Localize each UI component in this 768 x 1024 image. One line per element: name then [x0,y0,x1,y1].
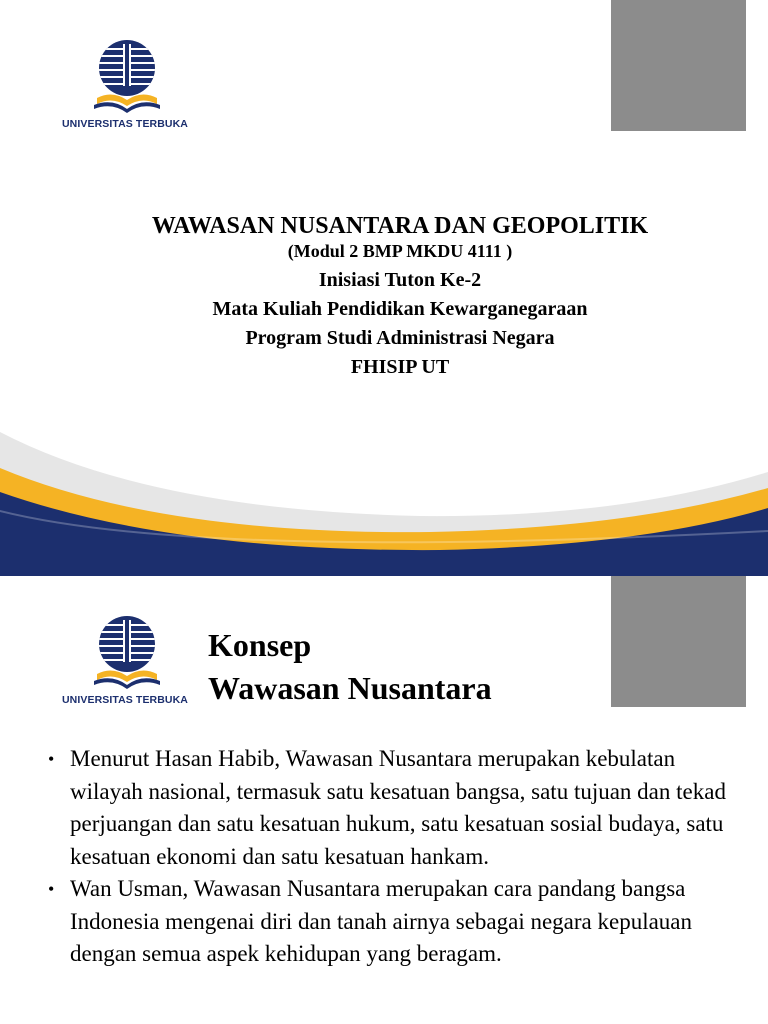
info-line: Mata Kuliah Pendidikan Kewarganegaraan [212,298,588,321]
corner-gray-block [611,576,746,707]
ut-emblem-icon [92,38,162,116]
bullet-text: Wan Usman, Wawasan Nusantara merupakan cara pandang bangsa Indonesia mengenai diri dan tanah airnya sebagai negara kepulauan dengan semua aspek kehidupan yang beragam. [70,876,693,966]
decorative-waves [0,420,768,576]
slide-title: WAWASAN NUSANTARA DAN GEOPOLITIK [151,213,649,239]
slide-title [208,624,492,710]
logo-text: UNIVERSITAS TERBUKA [62,694,188,706]
title-line: Konsep [208,627,312,663]
title-line: Wawasan Nusantara [208,670,492,706]
content-slide [0,576,768,1024]
bullet-list [44,743,744,971]
list-item [44,743,744,873]
bullet-icon: • [48,749,55,769]
bullet-icon: • [48,879,55,899]
corner-gray-block [611,0,746,131]
slide-subtitle: (Modul 2 BMP MKDU 4111 ) [287,240,513,261]
info-line: Program Studi Administrasi Negara [245,327,555,350]
ut-emblem-icon [92,614,162,692]
info-line: Inisiasi Tuton Ke-2 [318,269,482,292]
bullet-text: Menurut Hasan Habib, Wawasan Nusantara merupakan kebulatan wilayah nasional, termasuk satu kesatuan bangsa, satu tujuan dan tekad perjuangan dan satu kesatuan hukum, satu kesatuan sosial budaya, satu kesatuan ekonomi dan satu kesatuan hankam. [70,746,726,869]
ut-logo [62,614,192,706]
logo-text: UNIVERSITAS TERBUKA [62,118,188,130]
list-item [44,873,744,971]
title-block [0,212,768,382]
info-line: FHISIP UT [350,356,450,379]
ut-logo [62,38,192,130]
